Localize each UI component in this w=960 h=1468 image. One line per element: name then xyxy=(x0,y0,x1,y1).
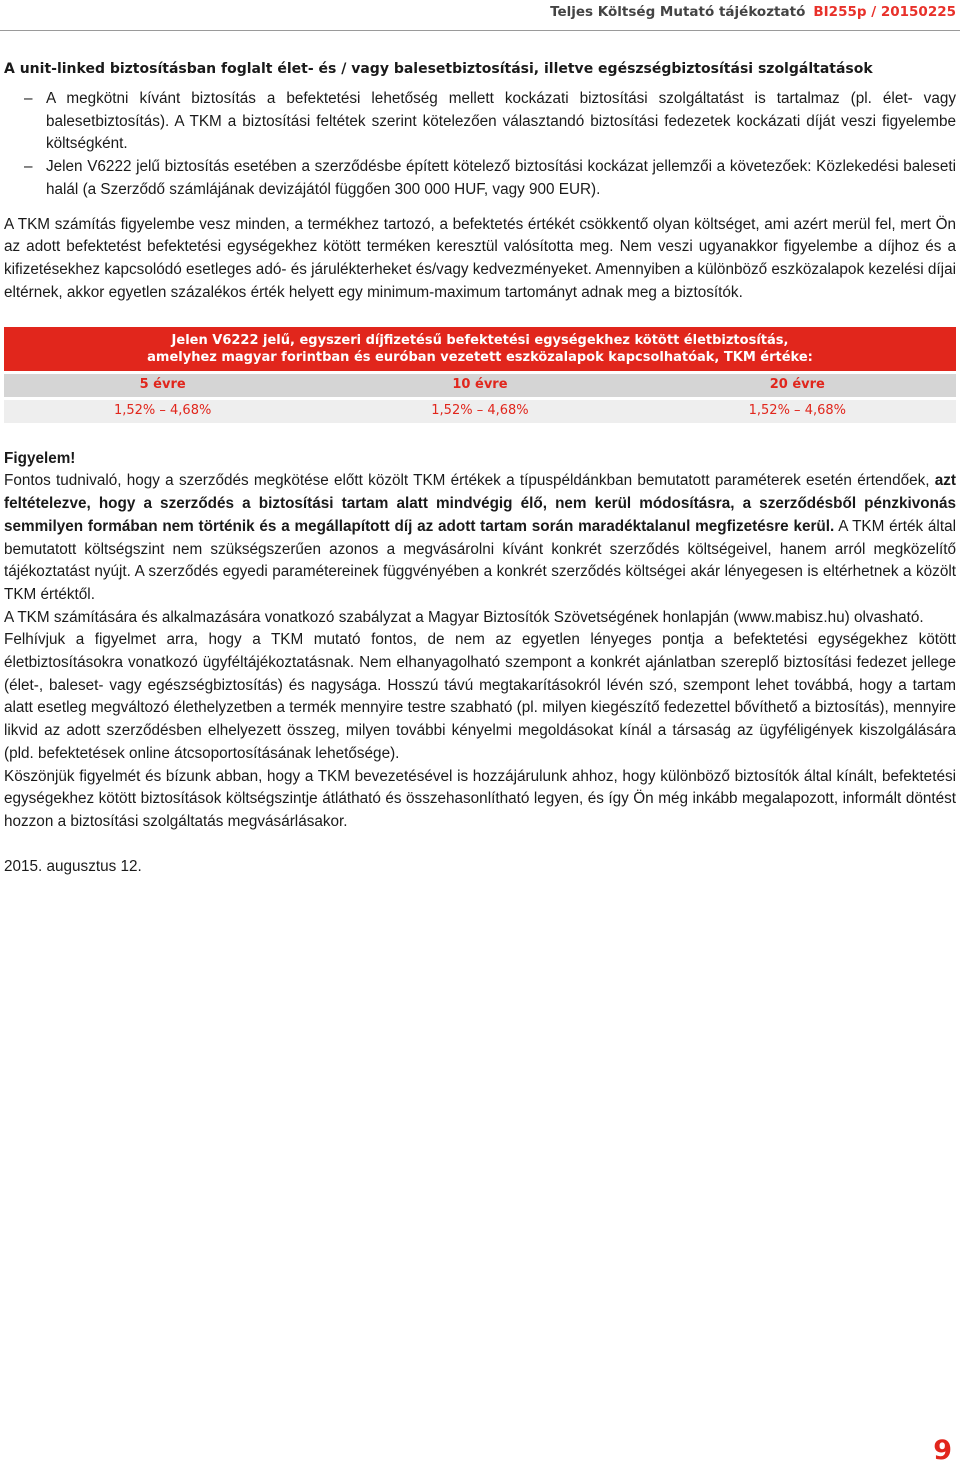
list-item xyxy=(24,88,956,156)
header-divider xyxy=(0,30,960,31)
document-title: Teljes Költség Mutató tájékoztató xyxy=(550,4,806,20)
table-cell: 1,52% – 4,68% xyxy=(321,400,638,423)
tkm-table-title-line: Jelen V6222 jelű, egyszeri díjfizetésű befektetési egységekhez kötött életbiztosítás, xyxy=(171,333,789,349)
thanks-paragraph: Köszönjük figyelmét és bízunk abban, hogy a TKM bevezetésével is hozzájárulunk ahhoz, hogy különböző biztosítók által kínált, befektetési egységekhez kötött biztosítások költségszintje átlátható és összehasonlítható legyen, és így Ön még inkább megalapozott, informált döntést hozzon a biztosítási szolgáltatás megvásárlásakor. xyxy=(4,767,956,830)
section-title: A unit-linked biztosításban foglalt élet- és / vagy balesetbiztosítási, illetve egészségbiztosítási szolgáltatások xyxy=(4,61,873,77)
list-item xyxy=(24,156,956,201)
warning-text: Fontos tudnivaló, hogy a szerződés megkötése előtt közölt TKM értékek a típuspéldánkban bemutatott paraméterek esetén értendőek, xyxy=(4,472,935,490)
rules-paragraph: A TKM számítására és alkalmazására vonatkozó szabályzat a Magyar Biztosítók Szövetségének honlapján (www.mabisz.hu) olvasható. xyxy=(4,608,924,626)
document-date: 2015. augusztus 12. xyxy=(4,857,142,875)
warning-title: Figyelem! xyxy=(4,449,76,467)
tkm-table-header xyxy=(4,327,956,371)
warning-text: A TKM érték által bemutatott költségszint nem szükségszerűen azonos a megvásárolni kívánt konkrét szerződés költségeivel, hanem arról megközelítő tájékoztatást nyújt. A szerződés egyedi paramétereinek függvényében a konkrét szerződés költségei akár lényegesen is eltérhetnek a közölt TKM értéktől. xyxy=(4,517,956,603)
risk-list xyxy=(4,88,956,202)
tkm-table xyxy=(4,324,956,425)
dash-bullet: – xyxy=(24,158,33,176)
column-header: 5 évre xyxy=(4,374,321,397)
column-header: 20 évre xyxy=(639,374,956,397)
warning-paragraph xyxy=(4,470,956,606)
tkm-column-headers xyxy=(4,374,956,397)
page-number: 9 xyxy=(933,1435,952,1466)
list-item-text: A megkötni kívánt biztosítás a befektetési lehetőség mellett kockázati biztosítási szolgáltatást is tartalmaz (pl. élet- vagy balesetbiztosítás). A TKM a biztosítási feltétek szerint kötelezően választandó biztosítási fedezetek kockázati díját veszi figyelembe költségként. xyxy=(46,90,956,153)
attention-paragraph: Felhívjuk a figyelmet arra, hogy a TKM mutató fontos, de nem az egyetlen lényeges pontja a befektetési egységekhez kötött életbiztosításokra vonatkozó ügyféltájékoztatásnak. Nem elhanyagolható szempont a konkrét ajánlatban szereplő biztosítási fedezet jellege (élet-, baleset- vagy egészségbiztosítás) és nagysága. Hosszú távú megtakarításokról lévén szó, szempont lehet továbbá, hogy a tartam alatt esetleg megváltozó élethelyzetben a termék mennyire testre szabható (pl. milyen kiegészítő fedezettel bővíthető a biztosítás), mennyire likvid az adott szerződésben elhelyezett összeg, milyen további kényelmi megoldásokat kínál a társaság az ügyféligények kiszolgálására (pld. befektetések online átcsoportosításának lehetősége). xyxy=(4,631,956,762)
tkm-table-title-line: amelyhez magyar forintban és euróban vezetett eszközalapok kapcsolhatóak, TKM értéke: xyxy=(147,350,813,366)
list-item-text: Jelen V6222 jelű biztosítás esetében a szerződésbe épített kötelező biztosítási kockázat jellemzői a követezőek: Közlekedési baleseti halál (a Szerződő számlájának devizájától függően 300 000 HUF, vagy 900 EUR). xyxy=(46,158,956,198)
intro-paragraph: A TKM számítás figyelembe vesz minden, a termékhez tartozó, a befektetés értékét csökkentő olyan költséget, ami azért merül fel, mert Ön az adott befektetést befektetési egységekhez kötött terméken keresztül valósította meg. Nem veszi ugyanakkor figyelembe a díjhoz és a kifizetésekhez kapcsolódó esetleges adó- és járulékterheket és/vagy kedvezményeket. Amennyiben a különböző eszközalapok kezelési díjai eltérnek, akkor egyetlen százalékos érték helyett egy minimum-maximum tartományt adnak meg a biztosítók. xyxy=(4,215,956,301)
column-header: 10 évre xyxy=(321,374,638,397)
dash-bullet: – xyxy=(24,90,33,107)
page-content xyxy=(4,58,956,878)
table-cell: 1,52% – 4,68% xyxy=(4,400,321,423)
warning-emphasis: azt feltételezve, hogy a szerződés a biztosítási tartam alatt mindvégig élő, nem kerül módosításra, a szerződésből pénzkivonás semmilyen formában nem történik és a megállapított díj az adott tartam során maradéktalanul megfizetésre kerül. xyxy=(4,472,956,535)
table-cell: 1,52% – 4,68% xyxy=(639,400,956,423)
document-code: BI255p / 20150225 xyxy=(813,4,956,20)
tkm-table-title xyxy=(4,327,956,371)
page-header xyxy=(0,0,960,24)
tkm-values-row xyxy=(4,400,956,423)
